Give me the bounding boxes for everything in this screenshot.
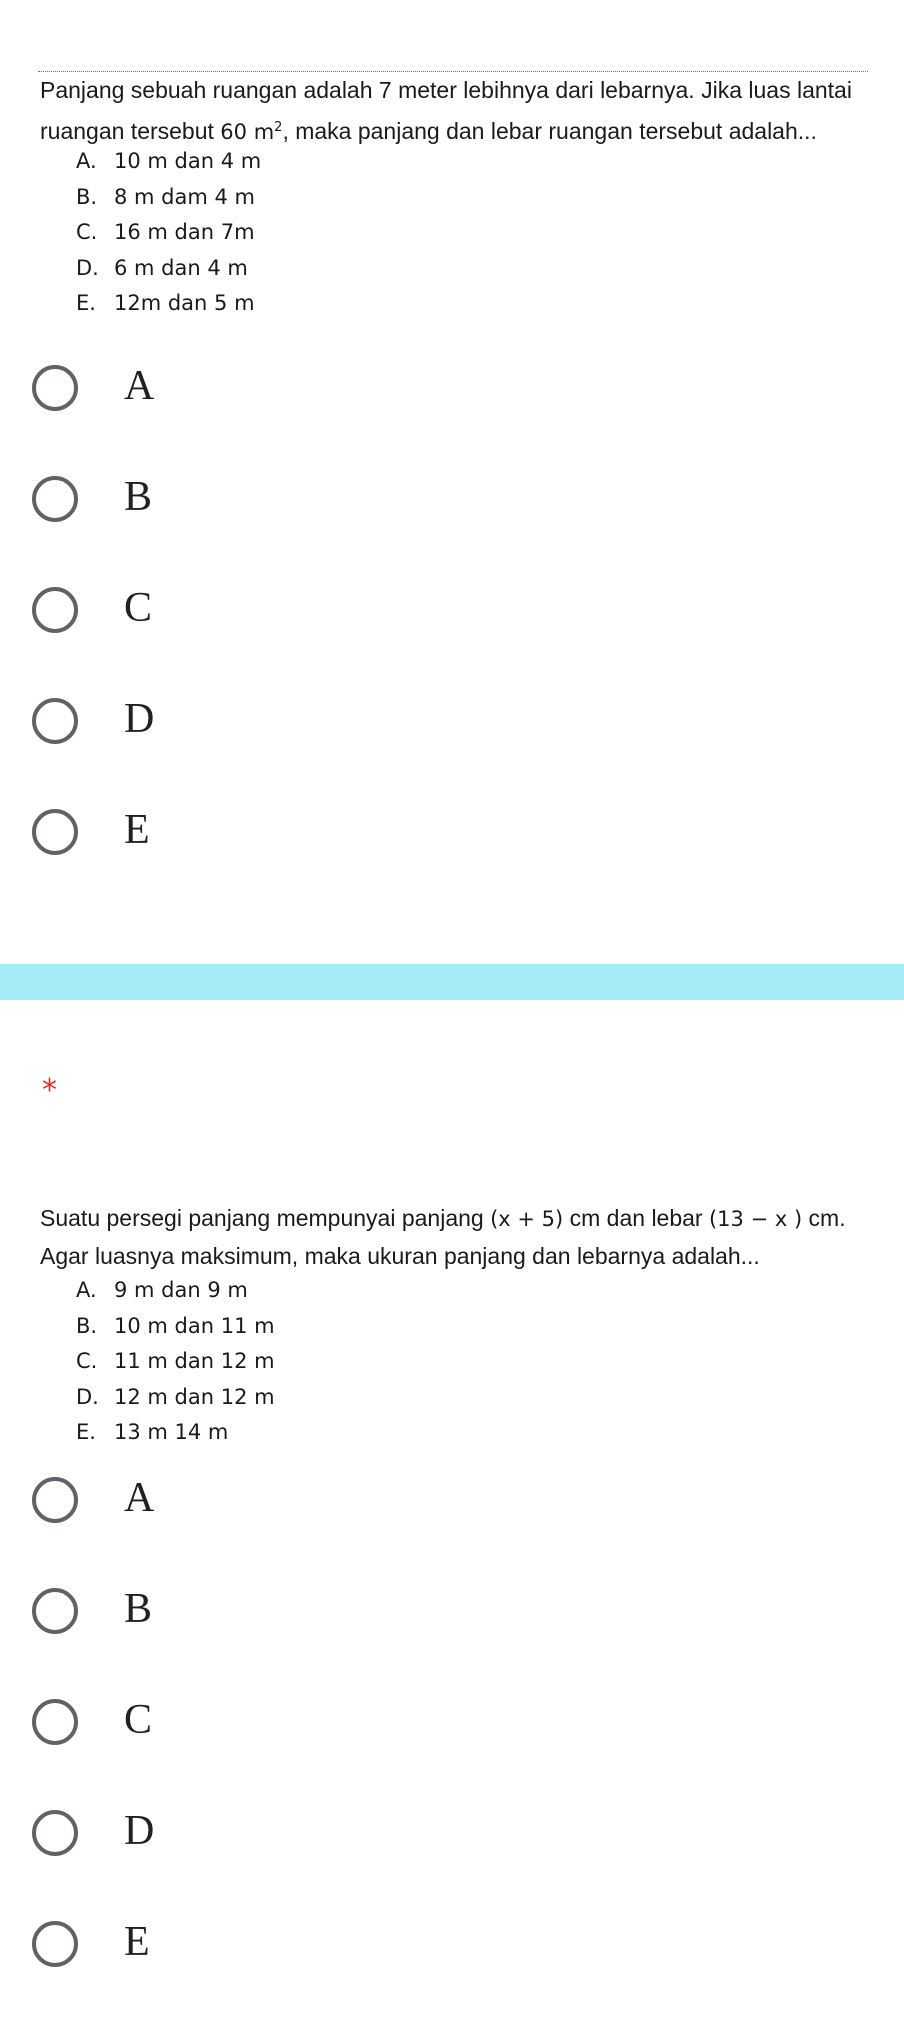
choice-d[interactable] <box>32 1801 332 1861</box>
choice-label: B <box>124 1586 153 1632</box>
option-text: 13 m 14 m <box>114 1420 229 1444</box>
choice-d[interactable] <box>32 689 332 749</box>
question-1-area-value <box>220 120 282 144</box>
option-item <box>76 1273 275 1309</box>
choice-label: D <box>124 696 155 742</box>
option-text: 12m dan 5 m <box>114 291 255 315</box>
option-item <box>76 286 261 322</box>
option-item <box>76 1380 275 1416</box>
option-letter: E. <box>76 1420 96 1444</box>
radio-button[interactable] <box>32 587 78 633</box>
question-2-text-part2: cm dan lebar <box>563 1205 709 1231</box>
option-letter: E. <box>76 291 96 315</box>
question-1-text-before: Panjang sebuah ruangan adalah 7 meter lebihnya dari lebarnya. Jika luas lantai ruangan tersebut <box>40 77 852 144</box>
option-text: 10 m dan 4 m <box>114 149 262 173</box>
section-divider-band <box>0 964 904 1000</box>
choice-label: A <box>124 363 155 409</box>
width-expression: (13 − x ) <box>708 1207 803 1231</box>
area-value-base: 60 m <box>220 120 275 144</box>
length-expression: (x + 5) <box>490 1207 564 1231</box>
option-text: 11 m dan 12 m <box>114 1349 275 1373</box>
question-1-image <box>0 0 904 325</box>
choice-b[interactable] <box>32 467 332 527</box>
option-item <box>76 180 261 216</box>
option-text: 16 m dan 7m <box>114 220 255 244</box>
option-letter: A. <box>76 149 97 173</box>
radio-button[interactable] <box>32 1477 78 1523</box>
area-value-exponent: 2 <box>274 120 283 135</box>
option-item <box>76 1309 275 1345</box>
choice-label: A <box>124 1475 155 1521</box>
question-1-text-after: , maka panjang dan lebar ruangan tersebut adalah... <box>282 118 817 144</box>
option-item <box>76 1415 275 1451</box>
option-item <box>76 251 261 287</box>
option-letter: C. <box>76 1349 98 1373</box>
radio-button[interactable] <box>32 1810 78 1856</box>
option-letter: C. <box>76 220 98 244</box>
option-letter: D. <box>76 255 99 280</box>
option-letter: D. <box>76 1384 99 1409</box>
question-2-text-part3: cm. Agar luasnya maksimum, maka ukuran panjang dan lebarnya adalah... <box>40 1205 846 1269</box>
question-2-text-part1: Suatu persegi panjang mempunyai panjang <box>40 1205 491 1231</box>
choice-e[interactable] <box>32 800 332 860</box>
choice-c[interactable] <box>32 1690 332 1750</box>
choice-a[interactable] <box>32 356 332 416</box>
choice-e[interactable] <box>32 1912 332 1972</box>
question-2-image <box>0 1185 904 1485</box>
option-text: 12 m dan 12 m <box>114 1384 275 1409</box>
question-2-option-list <box>76 1273 275 1451</box>
choice-label: D <box>124 1808 155 1854</box>
option-letter: A. <box>76 1278 97 1302</box>
option-item <box>76 144 261 180</box>
option-item <box>76 215 261 251</box>
question-1-text <box>40 72 870 151</box>
radio-button[interactable] <box>32 1699 78 1745</box>
option-text: 10 m dan 11 m <box>114 1313 275 1338</box>
radio-button[interactable] <box>32 698 78 744</box>
option-text: 9 m dan 9 m <box>114 1278 248 1302</box>
option-text: 8 m dam 4 m <box>114 184 255 209</box>
question-2-text <box>40 1200 870 1275</box>
radio-button[interactable] <box>32 1921 78 1967</box>
option-letter: B. <box>76 184 98 209</box>
required-asterisk: * <box>42 1073 57 1108</box>
option-text: 6 m dan 4 m <box>114 255 248 280</box>
radio-button[interactable] <box>32 809 78 855</box>
radio-button[interactable] <box>32 476 78 522</box>
choice-b[interactable] <box>32 1579 332 1639</box>
choice-label: B <box>124 474 153 520</box>
option-item <box>76 1344 275 1380</box>
choice-label: C <box>124 585 153 631</box>
choice-c[interactable] <box>32 578 332 638</box>
radio-button[interactable] <box>32 1588 78 1634</box>
radio-button[interactable] <box>32 365 78 411</box>
option-letter: B. <box>76 1313 98 1338</box>
choice-a[interactable] <box>32 1468 332 1528</box>
choice-label: C <box>124 1697 153 1743</box>
choice-label: E <box>124 807 150 853</box>
question-1-option-list <box>76 144 261 322</box>
choice-label: E <box>124 1919 150 1965</box>
